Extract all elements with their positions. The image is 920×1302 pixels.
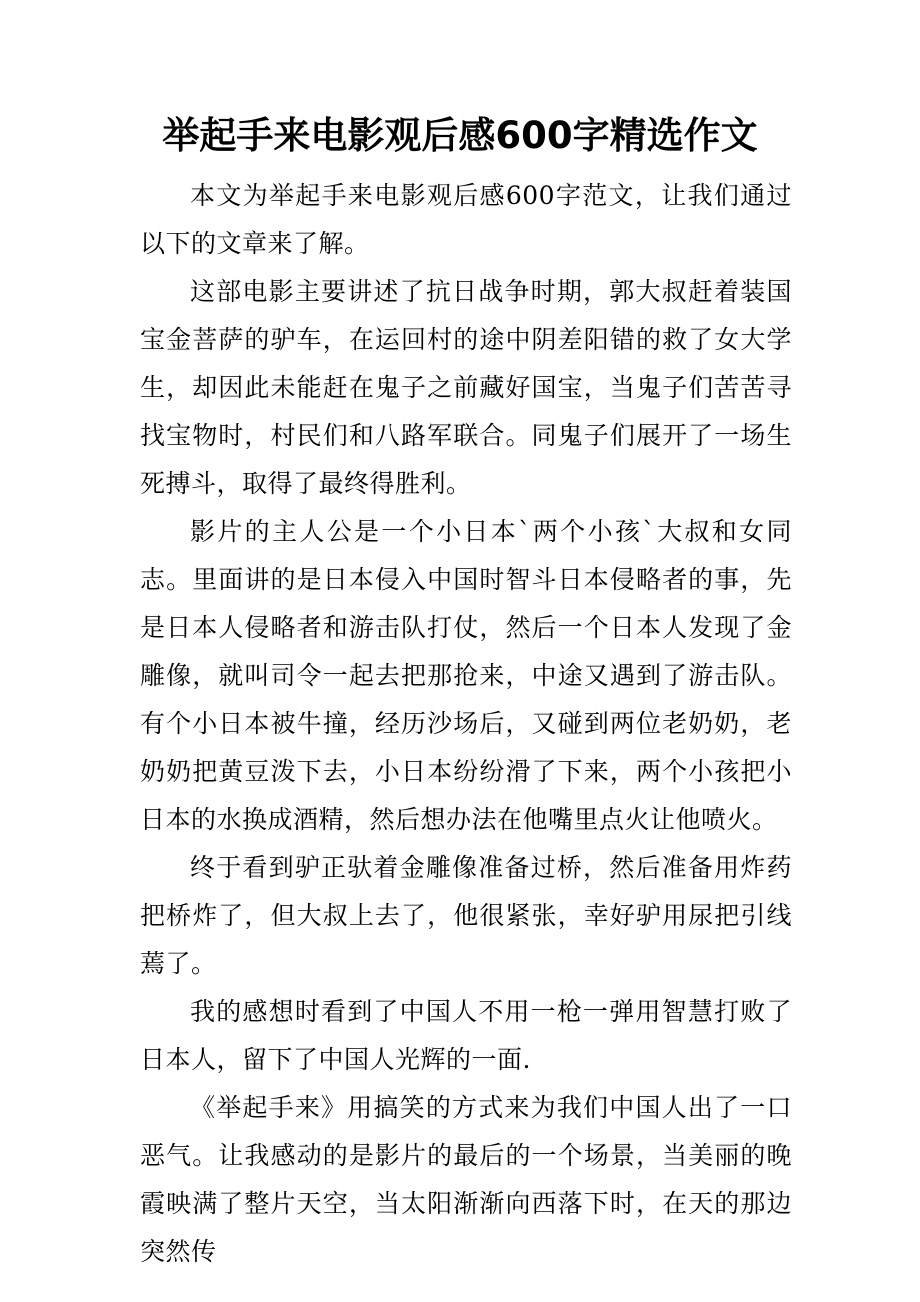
document-body: [140, 172, 792, 1276]
paragraph-characters: 影片的主人公是一个小日本`两个小孩`大叔和女同志。里面讲的是日本侵入中国时智斗日本侵略者的事，先是日本人侵略者和游击队打仗，然后一个日本人发现了金雕像，就叫司令一起去把那抢来，中途又遇到了游击队。有个小日本被牛撞，经历沙场后，又碰到两位老奶奶，老奶奶把黄豆泼下去，小日本纷纷滑了下来，两个小孩把小日本的水换成酒精，然后想办法在他嘴里点火让他喷火。: [140, 517, 792, 834]
document-title: 举起手来电影观后感600字精选作文: [162, 114, 758, 157]
paragraph-ending: 《举起手来》用搞笑的方式来为我们中国人出了一口恶气。让我感动的是影片的最后的一个场景，当美丽的晚霞映满了整片天空，当太阳渐渐向西落下时，在天的那边突然传: [140, 1093, 792, 1266]
paragraph-reflection: 我的感想时看到了中国人不用一枪一弹用智慧打败了日本人，留下了中国人光辉的一面.: [140, 997, 792, 1074]
paragraph-plot-summary: 这部电影主要讲述了抗日战争时期，郭大叔赶着装国宝金菩萨的驴车，在运回村的途中阴差阳错的救了女大学生，却因此未能赶在鬼子之前藏好国宝，当鬼子们苦苦寻找宝物时，村民们和八路军联合。同鬼子们展开了一场生死搏斗，取得了最终得胜利。: [140, 277, 792, 498]
paragraph-bridge: 终于看到驴正驮着金雕像准备过桥，然后准备用炸药把桥炸了，但大叔上去了，他很紧张，幸好驴用尿把引线蔫了。: [140, 853, 792, 978]
paragraph-intro: 本文为举起手来电影观后感600字范文，让我们通过以下的文章来了解。: [140, 181, 792, 258]
